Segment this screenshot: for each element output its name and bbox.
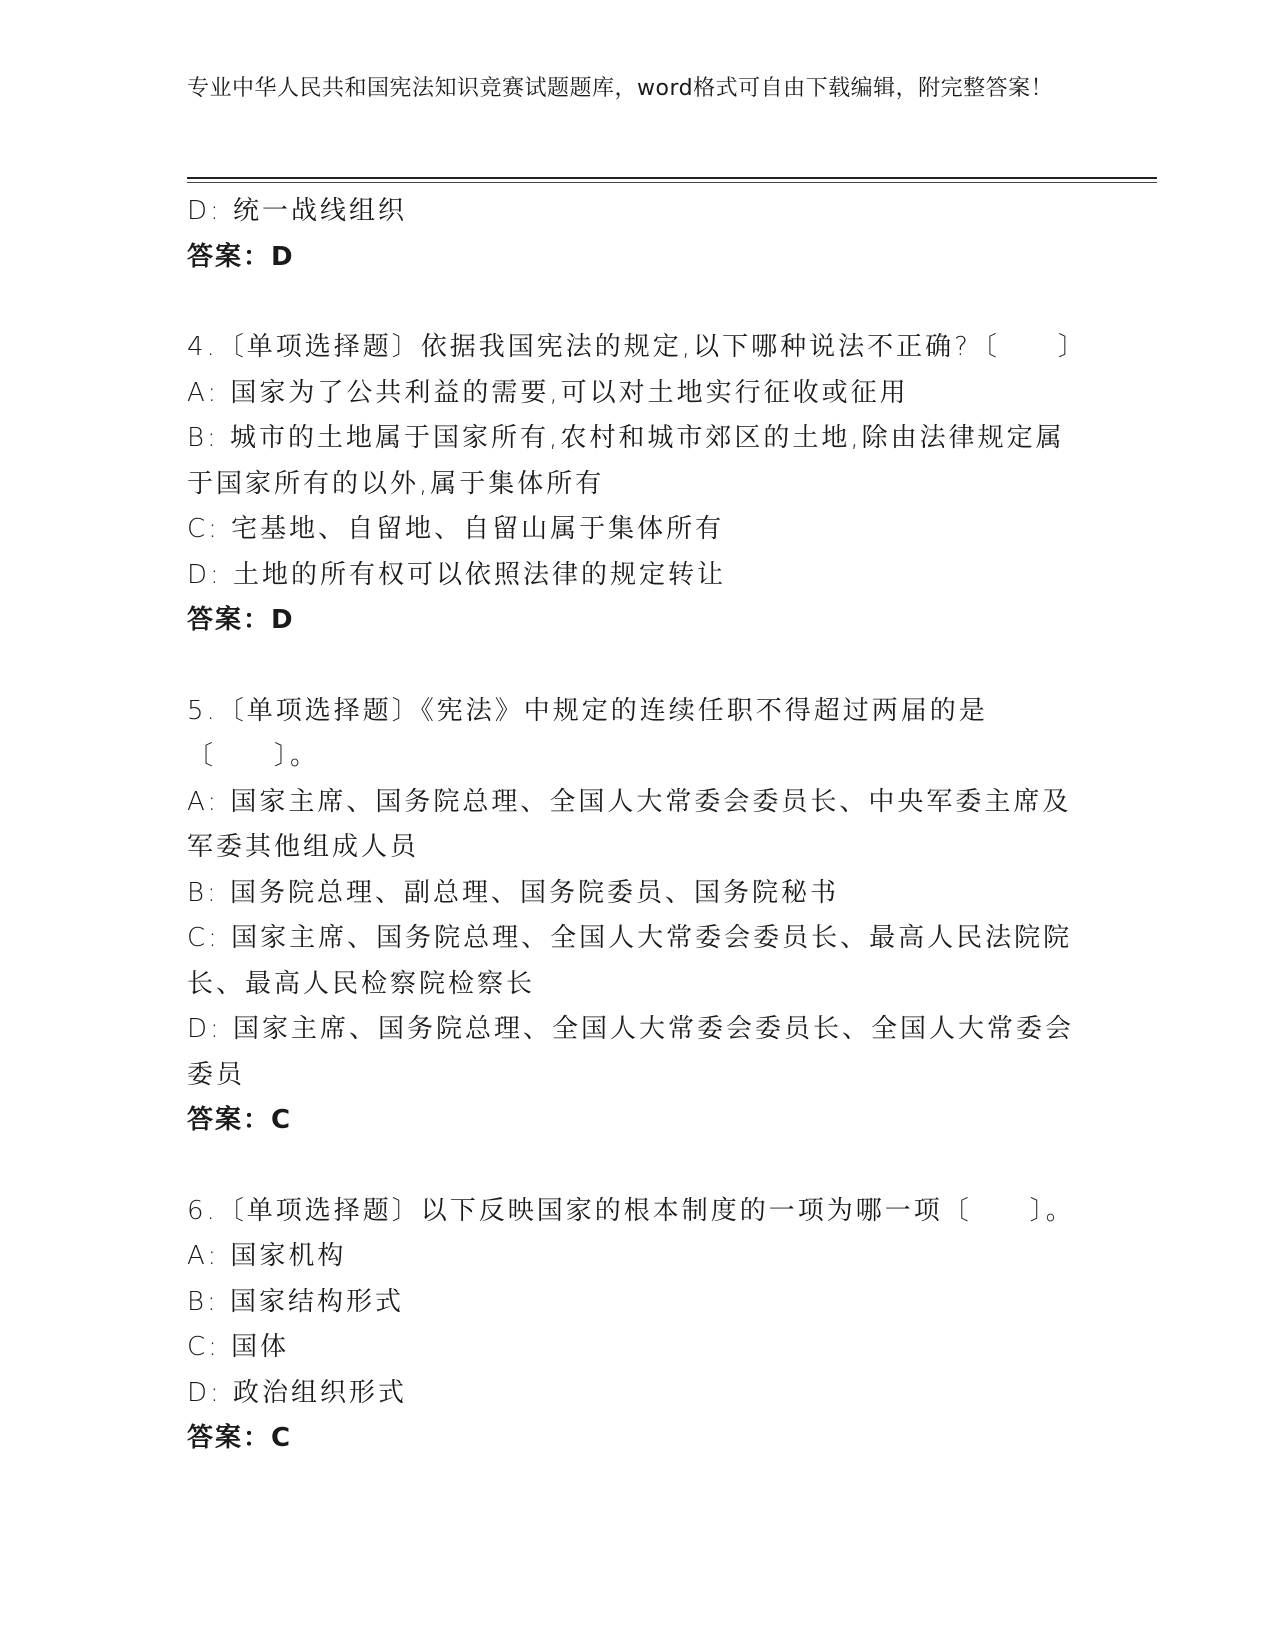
spacer — [187, 644, 1087, 689]
answer: 答案：C — [187, 1105, 293, 1135]
option-c: C: 国家主席、国务院总理、全国人大常委会委员长、最高人民法院院长、最高人民检察院检察长 — [187, 923, 1073, 999]
option-b: B: 国务院总理、副总理、国务院委员、国务院秘书 — [187, 877, 840, 908]
option-a: A: 国家主席、国务院总理、全国人大常委会委员长、中央军委主席及军委其他组成人员 — [187, 786, 1072, 862]
option-d: D: 国家主席、国务院总理、全国人大常委会委员长、全国人大常委会委员 — [187, 1014, 1075, 1090]
question-6 — [187, 1189, 1087, 1462]
header-rule-thin — [187, 182, 1157, 183]
question-5 — [187, 689, 1087, 1144]
question-content — [187, 189, 1087, 1462]
question-stem: 5.〔单项选择题〕《宪法》中规定的连续任职不得超过两届的是〔 〕。 — [187, 695, 988, 771]
prev-question-option-d: D: 统一战线组织 — [187, 196, 408, 226]
question-stem: 6.〔单项选择题〕以下反映国家的根本制度的一项为哪一项〔 〕。 — [187, 1195, 1075, 1226]
answer: 答案：D — [187, 605, 295, 635]
option-d: D: 土地的所有权可以依照法律的规定转让 — [187, 559, 727, 590]
question-stem: 4.〔单项选择题〕依据我国宪法的规定,以下哪种说法不正确?〔 〕 — [187, 332, 1087, 362]
document-header: 专业中华人民共和国宪法知识竞赛试题题库，word格式可自由下载编辑，附完整答案！ — [187, 76, 1054, 101]
option-b: B: 城市的土地属于国家所有,农村和城市郊区的土地,除由法律规定属于国家所有的以外,属于集体所有 — [187, 423, 1065, 499]
option-a: A: 国家机构 — [187, 1241, 347, 1271]
spacer — [187, 1144, 1087, 1189]
prev-question-answer: 答案：D — [187, 241, 295, 272]
question-4 — [187, 325, 1087, 644]
spacer — [187, 280, 1087, 325]
option-c: C: 国体 — [187, 1332, 290, 1362]
option-c: C: 宅基地、自留地、自留山属于集体所有 — [187, 514, 725, 544]
header-rule-thick — [187, 177, 1157, 179]
option-b: B: 国家结构形式 — [187, 1286, 405, 1317]
option-d: D: 政治组织形式 — [187, 1377, 408, 1408]
answer: 答案：C — [187, 1423, 293, 1453]
option-a: A: 国家为了公共利益的需要,可以对土地实行征收或征用 — [187, 377, 909, 408]
